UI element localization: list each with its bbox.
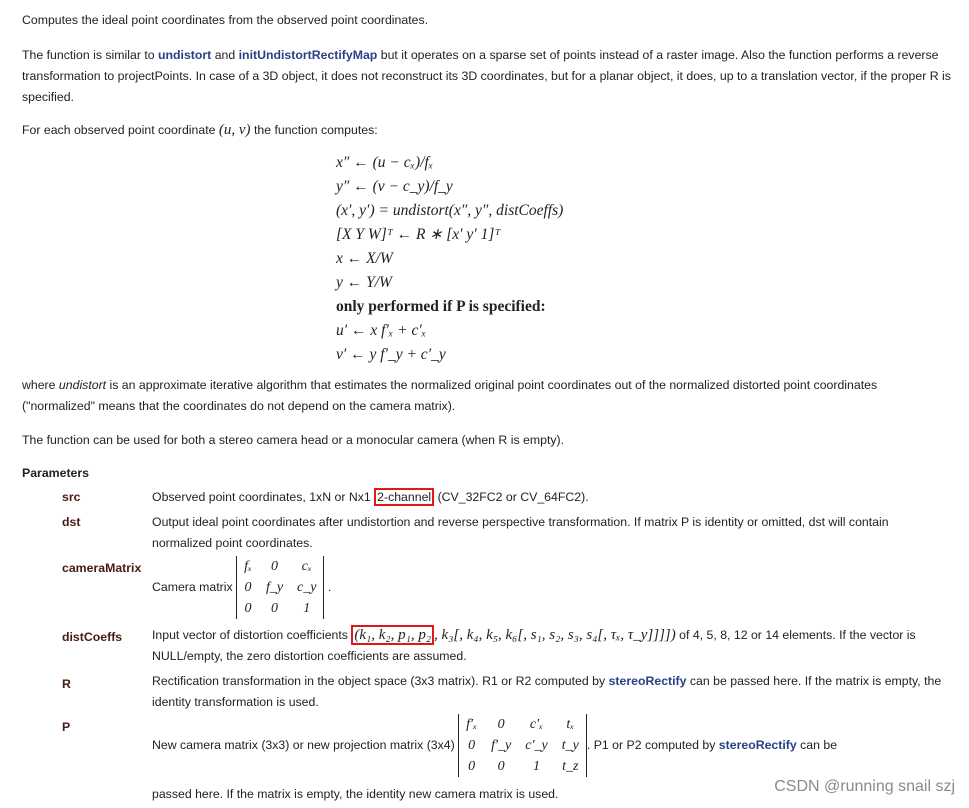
para4-text-2: is an approximate iterative algorithm that estimates the normalized original point coordinates out of the normalized distorted point coordinates ("normalized" means that the coordinates do not depend on the camera matrix). — [22, 378, 878, 413]
equation-line: [X Y W]ᵀ ← R ∗ [x′ y′ 1]ᵀ — [336, 226, 501, 243]
for-each-paragraph — [22, 120, 952, 141]
matrix-cell: fₓ — [244, 559, 252, 574]
camera-matrix-label: Camera matrix — [152, 579, 233, 594]
matrix-cell: t_y — [561, 738, 579, 753]
stereo-rectify-link[interactable]: stereoRectify — [608, 674, 687, 688]
matrix-cell: tₓ — [566, 717, 575, 732]
highlight-box-k1-p2: (k₁, k₂, p₁, p₂ — [351, 625, 434, 645]
matrix-cell: 0 — [497, 717, 505, 732]
matrix-cell: f′_y — [491, 738, 512, 753]
equation-block — [336, 151, 563, 367]
matrix-cell: 0 — [468, 738, 476, 753]
param-desc-src — [152, 487, 942, 508]
equation-line: y ← Y/W — [336, 274, 392, 291]
dist-coeffs-text-2: of 4, 5, 8, 12 or 14 elements. If the vector is NULL/empty, the zero distortion coefficients are assumed. — [152, 628, 916, 663]
matrix-cell: f′ₓ — [466, 717, 478, 732]
matrix-cell: cₓ — [301, 559, 312, 574]
param-desc-r — [152, 671, 942, 713]
matrix-cell: 0 — [270, 559, 278, 574]
param-desc-p-line2: passed here. If the matrix is empty, the identity new camera matrix is used. — [152, 787, 559, 801]
dist-coeffs-math: , k₃[, k₄, k₅, k₆[, s₁, s₂, s₃, s₄[, τₓ, τ_y]]]]) — [434, 627, 676, 643]
equation-line: y″ ← (v − c_y)/f_y — [336, 178, 453, 195]
matrix-cell: 1 — [533, 759, 541, 774]
equation-line: (x′, y′) = undistort(x″, y″, distCoeffs) — [336, 202, 564, 219]
highlight-box-2-channel: 2-channel — [374, 488, 434, 506]
param-name-dst: dst — [62, 515, 81, 529]
matrix-cell: 0 — [468, 759, 476, 774]
undistort-italic: undistort — [58, 378, 107, 392]
equation-line: u′ ← x f′ₓ + c′ₓ — [336, 322, 427, 339]
undistort-link[interactable]: undistort — [158, 48, 212, 62]
stereo-rectify-link[interactable]: stereoRectify — [718, 737, 797, 752]
r-text-1: Rectification transformation in the object space (3x3 matrix). R1 or R2 computed by — [152, 674, 609, 688]
p-label: New camera matrix (3x3) or new projection matrix (3x4) — [152, 737, 455, 752]
dist-coeffs-text-1: Input vector of distortion coefficients — [152, 628, 352, 642]
csdn-watermark: CSDN @running snail szj — [774, 778, 955, 795]
equation-line: x ← X/W — [336, 250, 393, 267]
equation-line: only performed if P is specified: — [336, 298, 546, 315]
projection-matrix — [458, 714, 587, 777]
camera-matrix — [236, 556, 324, 619]
param-desc-p — [152, 714, 942, 777]
matrix-cell: 1 — [303, 601, 311, 616]
para3-text-2: the function computes: — [250, 123, 378, 137]
src-text-2: (CV_32FC2 or CV_64FC2). — [434, 490, 589, 504]
matrix-cell: 0 — [497, 759, 505, 774]
param-desc-camera-matrix — [152, 556, 942, 619]
camera-matrix-period: . — [327, 579, 332, 594]
param-desc-dist-coeffs — [152, 625, 942, 667]
para2-text-3: but it operates on a sparse set of points instead of a raster image. Also the function performs a reverse transformation to projectPoints. In case of a 3D object, it does not reconstruct its 3D coordinates, but for a planar object, it does, up to a translation vector, if the proper R is specified. — [22, 48, 951, 104]
matrix-cell: t_z — [562, 759, 579, 774]
parameters-heading: Parameters — [22, 466, 89, 480]
src-text-1: Observed point coordinates, 1xN or Nx1 — [152, 490, 375, 504]
intro-text: Computes the ideal point coordinates from the observed point coordinates. — [22, 13, 429, 27]
para3-text-1: For each observed point coordinate — [22, 123, 219, 137]
param-name-src: src — [62, 490, 81, 504]
similarity-paragraph — [22, 45, 952, 108]
equation-line: v′ ← y f′_y + c′_y — [336, 346, 446, 363]
matrix-cell: c_y — [297, 580, 317, 595]
matrix-cell: 0 — [244, 601, 252, 616]
where-undistort-paragraph — [22, 375, 952, 417]
p-text-2: can be — [796, 737, 838, 752]
param-desc-dst: Output ideal point coordinates after undistortion and reverse perspective transformation. If matrix P is identity or omitted, dst will contain normalized point coordinates. — [152, 515, 889, 550]
para2-text-2: and — [211, 48, 239, 62]
matrix-cell: 0 — [244, 580, 252, 595]
stereo-monocular-paragraph: The function can be used for both a stereo camera head or a monocular camera (when R is empty). — [22, 433, 565, 447]
uv-math: (u, v) — [218, 122, 251, 138]
r-text-2: can be passed here. If the matrix is empty, the identity transformation is used. — [152, 674, 942, 709]
param-name-camera-matrix: cameraMatrix — [62, 561, 142, 575]
matrix-cell: c′ₓ — [529, 717, 544, 732]
matrix-cell: c′_y — [525, 738, 548, 753]
matrix-cell: f_y — [265, 580, 284, 595]
p-text-1: . P1 or P2 computed by — [586, 737, 719, 752]
param-name-p: P — [62, 720, 71, 734]
param-name-dist-coeffs: distCoeffs — [62, 630, 123, 644]
param-name-r: R — [62, 677, 71, 691]
matrix-cell: 0 — [270, 601, 278, 616]
para4-text-1: where — [22, 378, 59, 392]
para2-text-1: The function is similar to — [22, 48, 158, 62]
init-undistort-rectify-map-link[interactable]: initUndistortRectifyMap — [238, 48, 378, 62]
equation-line: x″ ← (u − cₓ)/fₓ — [336, 154, 434, 171]
